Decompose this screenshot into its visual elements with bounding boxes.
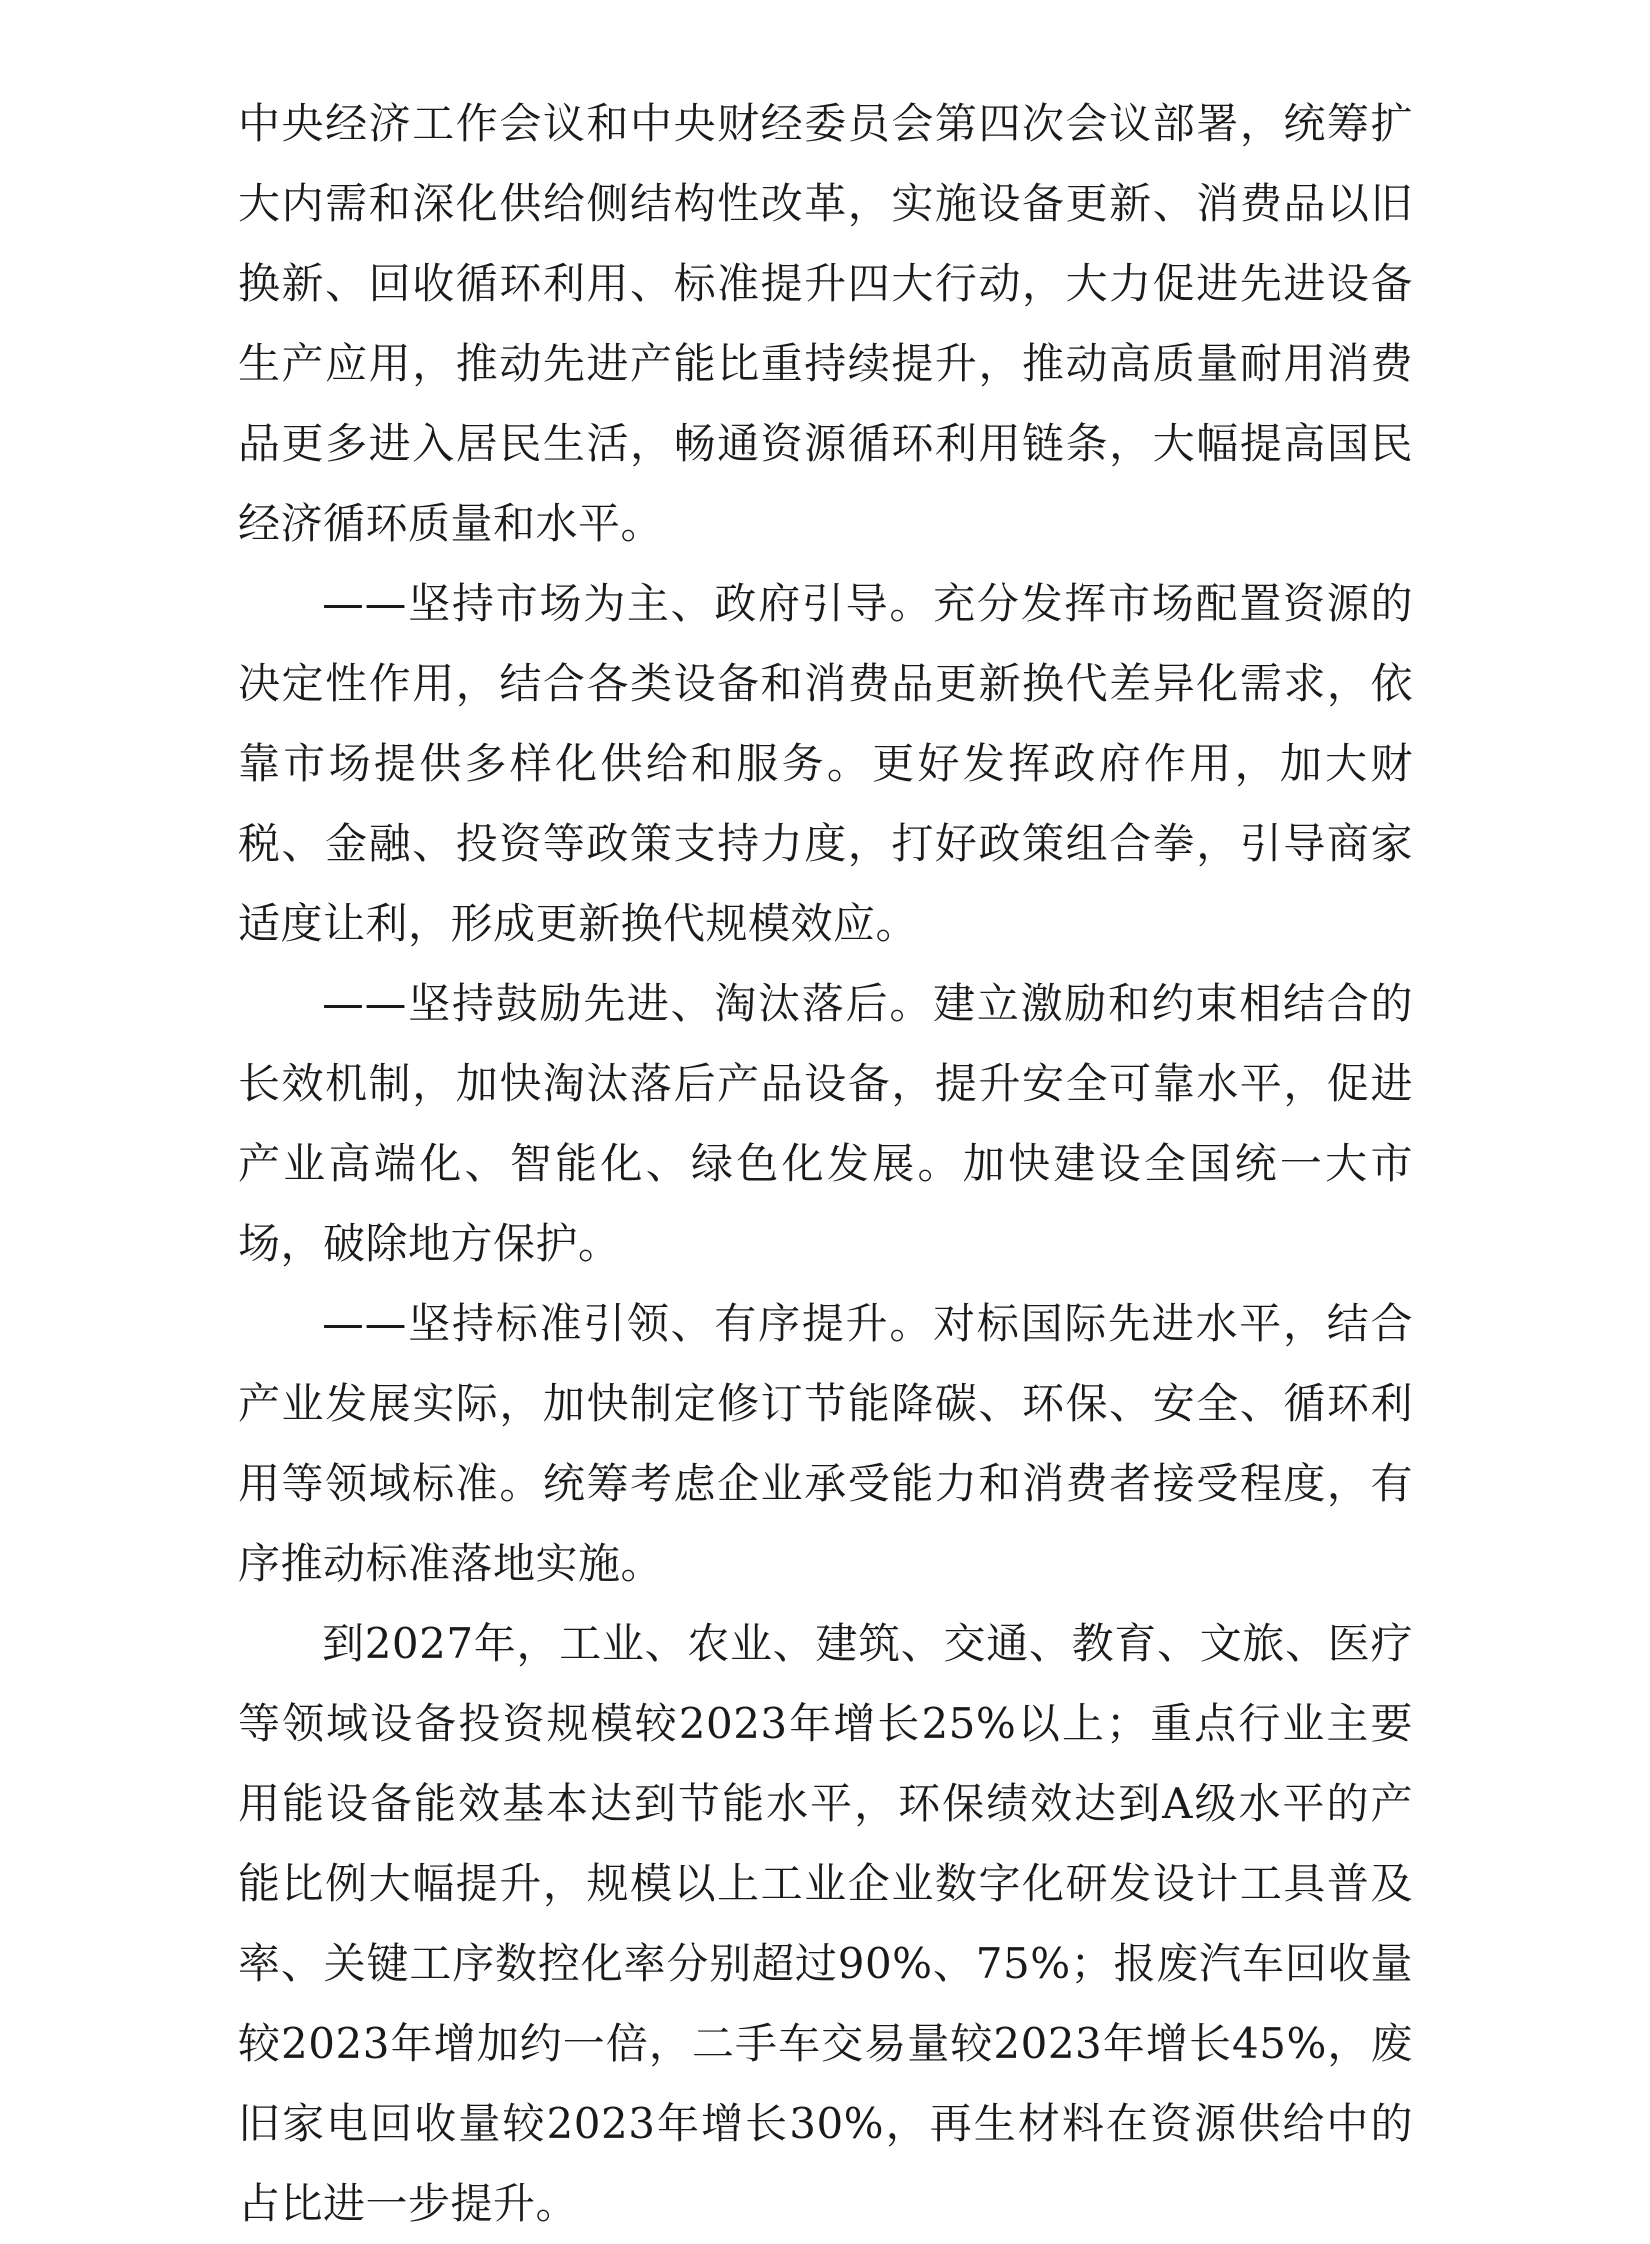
document-page <box>238 84 1413 2244</box>
paragraph-text: 到2027年，工业、农业、建筑、交通、教育、文旅、医疗等领域设备投资规模较2023年增长25%以上；重点行业主要用能设备能效基本达到节能水平，环保绩效达到A级水平的产能比例大幅提升，规模以上工业企业数字化研发设计工具普及率、关键工序数控化率分别超过90%、75%；报废汽车回收量较2023年增加约一倍，二手车交易量较2023年增长45%，废旧家电回收量较2023年增长30%，再生材料在资源供给中的占比进一步提升。 <box>238 1619 1413 2228</box>
paragraph-principle-advanced <box>238 964 1413 1284</box>
paragraph-text: 建立激励和约束相结合的长效机制，加快淘汰落后产品设备，提升安全可靠水平，促进产业高端化、智能化、绿色化发展。加快建设全国统一大市场，破除地方保护。 <box>238 979 1413 1268</box>
principle-heading: ——坚持鼓励先进、淘汰落后。 <box>322 979 934 1028</box>
paragraph-text: 对标国际先进水平，结合产业发展实际，加快制定修订节能降碳、环保、安全、循环利用等领域标准。统筹考虑企业承受能力和消费者接受程度，有序推动标准落地实施。 <box>238 1299 1413 1588</box>
paragraph-intro <box>238 84 1413 564</box>
paragraph-targets-2027 <box>238 1604 1413 2244</box>
paragraph-text: 充分发挥市场配置资源的决定性作用，结合各类设备和消费品更新换代差异化需求，依靠市场提供多样化供给和服务。更好发挥政府作用，加大财税、金融、投资等政策支持力度，打好政策组合拳，引导商家适度让利，形成更新换代规模效应。 <box>238 579 1413 948</box>
paragraph-principle-standards <box>238 1284 1413 1604</box>
paragraph-text: 中央经济工作会议和中央财经委员会第四次会议部署，统筹扩大内需和深化供给侧结构性改革，实施设备更新、消费品以旧换新、回收循环利用、标准提升四大行动，大力促进先进设备生产应用，推动先进产能比重持续提升，推动高质量耐用消费品更多进入居民生活，畅通资源循环利用链条，大幅提高国民经济循环质量和水平。 <box>238 99 1413 548</box>
principle-heading: ——坚持市场为主、政府引导。 <box>322 579 934 628</box>
principle-heading: ——坚持标准引领、有序提升。 <box>322 1299 934 1348</box>
paragraph-principle-market <box>238 564 1413 964</box>
